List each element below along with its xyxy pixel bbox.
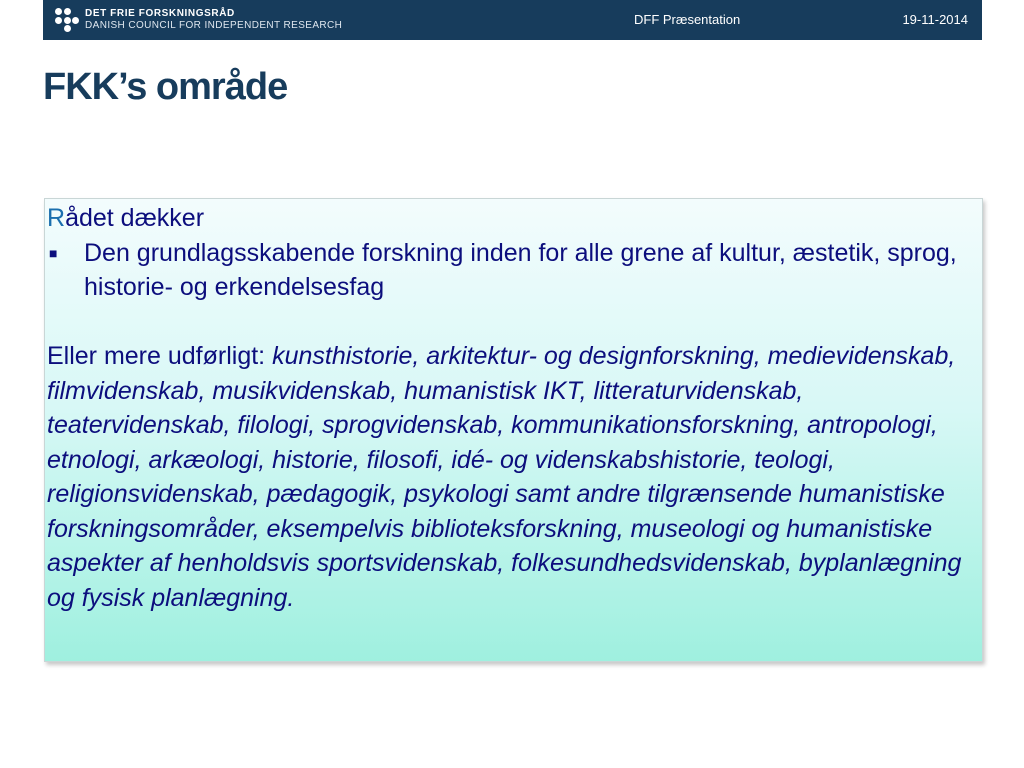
bullet-text: Den grundlagsskabende forskning inden for alle grene af kultur, æstetik, sprog, historie- og erkendelsesfag — [84, 238, 957, 301]
spacer — [47, 305, 980, 340]
heading-rest: ådet dækker — [65, 204, 205, 232]
logo-subtitle: DANISH COUNCIL FOR INDEPENDENT RESEARCH — [85, 20, 343, 31]
content-heading — [47, 201, 980, 236]
logo-dots-icon — [55, 8, 79, 32]
slide-date: 19-11-2014 — [902, 12, 968, 27]
detail-list: kunsthistorie, arkitektur- og designforskning, medievidenskab, filmvidenskab, musikvidenskab, humanistisk IKT, litteraturvidenskab, teatervidenskab, filologi, sprogvidenskab, kommunikationsforskning, antropologi, etnologi, arkæologi, historie, filosofi, idé- og videnskabshistorie, teologi, religionsvidenskab, pædagogik, psykologi samt andre tilgrænsende humanistiske forskningsområder, eksempelvis biblioteksforskning, museologi og humanistiske aspekter af henholdsvis sportsvidenskab, folkesundhedsvidenskab, byplanlægning og fysisk planlægning. — [47, 342, 962, 612]
header-bar — [43, 0, 982, 40]
slide-title: FKK’s område — [43, 66, 288, 108]
square-bullet-icon: ■ — [49, 244, 58, 261]
presentation-name: DFF Præsentation — [634, 12, 741, 27]
logo — [55, 6, 342, 34]
logo-title: DET FRIE FORSKNINGSRÅD — [85, 8, 235, 19]
detail-intro: Eller mere udførligt: — [47, 342, 273, 370]
heading-first-letter: R — [47, 204, 66, 232]
detail-paragraph — [47, 339, 980, 615]
content-box — [44, 198, 983, 662]
bullet-item — [47, 236, 980, 305]
